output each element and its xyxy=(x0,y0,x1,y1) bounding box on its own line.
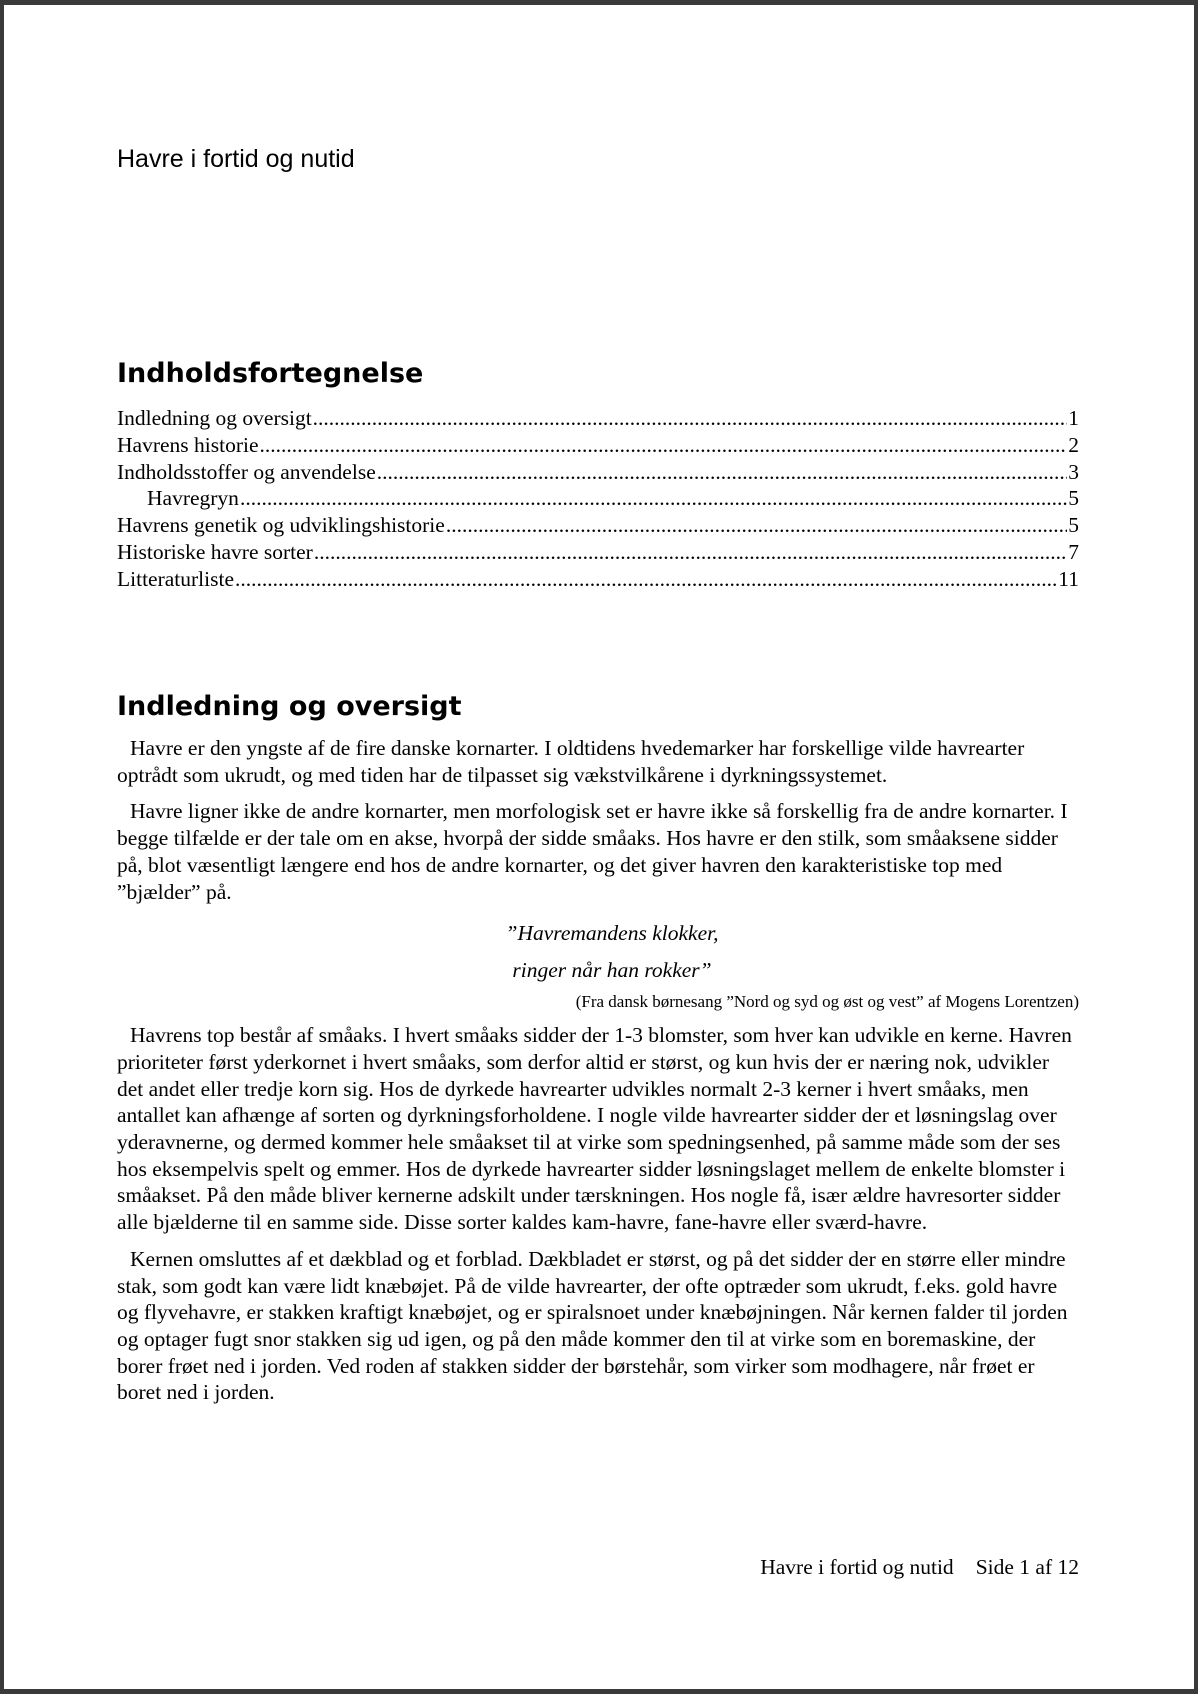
toc-entry[interactable] xyxy=(117,566,1079,593)
toc-entry-page: 3 xyxy=(1068,459,1079,484)
toc-leader-dots xyxy=(240,485,1067,512)
body-paragraph: Havre er den yngste af de fire danske kornarter. I oldtidens hvedemarker har forskellige vilde havrearter optrådt som ukrudt, og med tiden har de tilpasset sig vækstvilkårene i dyrkningssystemet. xyxy=(117,736,1025,787)
toc-entry[interactable] xyxy=(117,539,1079,566)
document-title: Havre i fortid og nutid xyxy=(117,145,355,173)
toc-entry-page: 1 xyxy=(1068,406,1079,430)
toc-entry-label: Indledning og oversigt xyxy=(117,406,312,430)
section-heading: Indledning og oversigt xyxy=(117,691,462,722)
document-page xyxy=(4,5,1194,1689)
quote-line: ”Havremandens klokker, xyxy=(505,921,719,946)
toc-entry-page: 2 xyxy=(1068,432,1079,457)
section-body xyxy=(117,735,1079,1416)
toc-entry-label: Historiske havre sorter xyxy=(117,539,313,564)
toc-entry[interactable] xyxy=(117,485,1079,512)
toc-leader-dots xyxy=(377,459,1068,486)
toc-leader-dots xyxy=(446,512,1067,539)
quote-line: ringer når han rokker” xyxy=(512,958,712,983)
toc-entry-label: Havrens genetik og udviklingshistorie xyxy=(117,513,445,538)
toc-entry[interactable] xyxy=(117,432,1079,459)
toc-entry-page: 7 xyxy=(1068,539,1079,564)
table-of-contents xyxy=(117,405,1079,593)
toc-entry-label: Indholdsstoffer og anvendelse xyxy=(117,459,376,484)
body-paragraph: Havre ligner ikke de andre kornarter, men morfologisk set er havre ikke så forskellig fra de andre kornarter. I begge tilfælde er der tale om en akse, hvorpå der sidde småaks. Hos havre er den stilk, som småaksene sidder på, blot væsentligt længere end hos de andre kornarter, og det giver havren den karakteristiske top med ”bjælder” på. xyxy=(117,799,1068,904)
footer-page-number: Side 1 af 12 xyxy=(975,1555,1079,1579)
toc-entry-label: Litteraturliste xyxy=(117,566,235,591)
toc-entry[interactable] xyxy=(117,459,1079,486)
toc-leader-dots xyxy=(235,566,1057,593)
toc-leader-dots xyxy=(260,432,1068,459)
body-paragraph: Havrens top består af småaks. I hvert småaks sidder der 1-3 blomster, som hver kan udvikle en kerne. Havren prioriteter først yderkornet i hvert småaks, som derfor altid er størst, og kun hvis der er næring nok, udvikler det andet eller tredje korn sig. Hos de dyrkede havrearter udvikles normalt 2-3 kerner i hvert småaks, men antallet kan afhænge af sorten og dyrkningsforholdene. I nogle vilde havrearter sidder der et løsningslag over yderavnerne, og dermed kommer hele småakset til at virke som spedningsenhed, på samme måde som der ses hos eksempelvis spelt og emmer. Hos de dyrkede havrearter sidder løsningslaget mellem de enkelte blomster i småakset. På den måde bliver kernerne adskilt under tærskningen. Hos nogle få, især ældre havresorter sidder alle bjælderne til en samme side. Disse sorter kaldes kam-havre, fane-havre eller sværd-havre. xyxy=(117,1023,1072,1235)
toc-entry-label: Havregryn xyxy=(147,486,239,511)
toc-leader-dots xyxy=(314,539,1067,566)
page-footer xyxy=(760,1555,1079,1580)
toc-leader-dots xyxy=(313,405,1068,432)
body-paragraph: Kernen omsluttes af et dækblad og et forblad. Dækbladet er størst, og på det sidder der en større eller mindre stak, som godt kan være lidt knæbøjet. På de vilde havrearter, der ofte optræder som ukrudt, f.eks. gold havre og flyvehavre, er stakken kraftigt knæbøjet, og er spiralsnoet under knæbøjningen. Når kernen falder til jorden og optager fugt snor stakken sig ud igen, og på den måde kommer den til at virke som en boremaskine, der borer frøet ned i jorden. Ved roden af stakken sidder der børstehår, som virker som modhagere, når frøet er boret ned i jorden. xyxy=(117,1246,1068,1405)
toc-entry-page: 5 xyxy=(1068,513,1079,538)
toc-entry-label: Havrens historie xyxy=(117,432,259,457)
toc-entry[interactable] xyxy=(117,512,1079,539)
toc-heading: Indholdsfortegnelse xyxy=(117,358,424,389)
toc-entry[interactable] xyxy=(117,405,1079,432)
footer-title: Havre i fortid og nutid xyxy=(760,1555,954,1579)
quote-attribution: (Fra dansk børnesang ”Nord og syd og øst og vest” af Mogens Lorentzen) xyxy=(575,992,1079,1012)
toc-entry-page: 5 xyxy=(1068,486,1079,511)
toc-entry-page: 11 xyxy=(1058,566,1079,591)
song-quote xyxy=(117,915,1079,989)
